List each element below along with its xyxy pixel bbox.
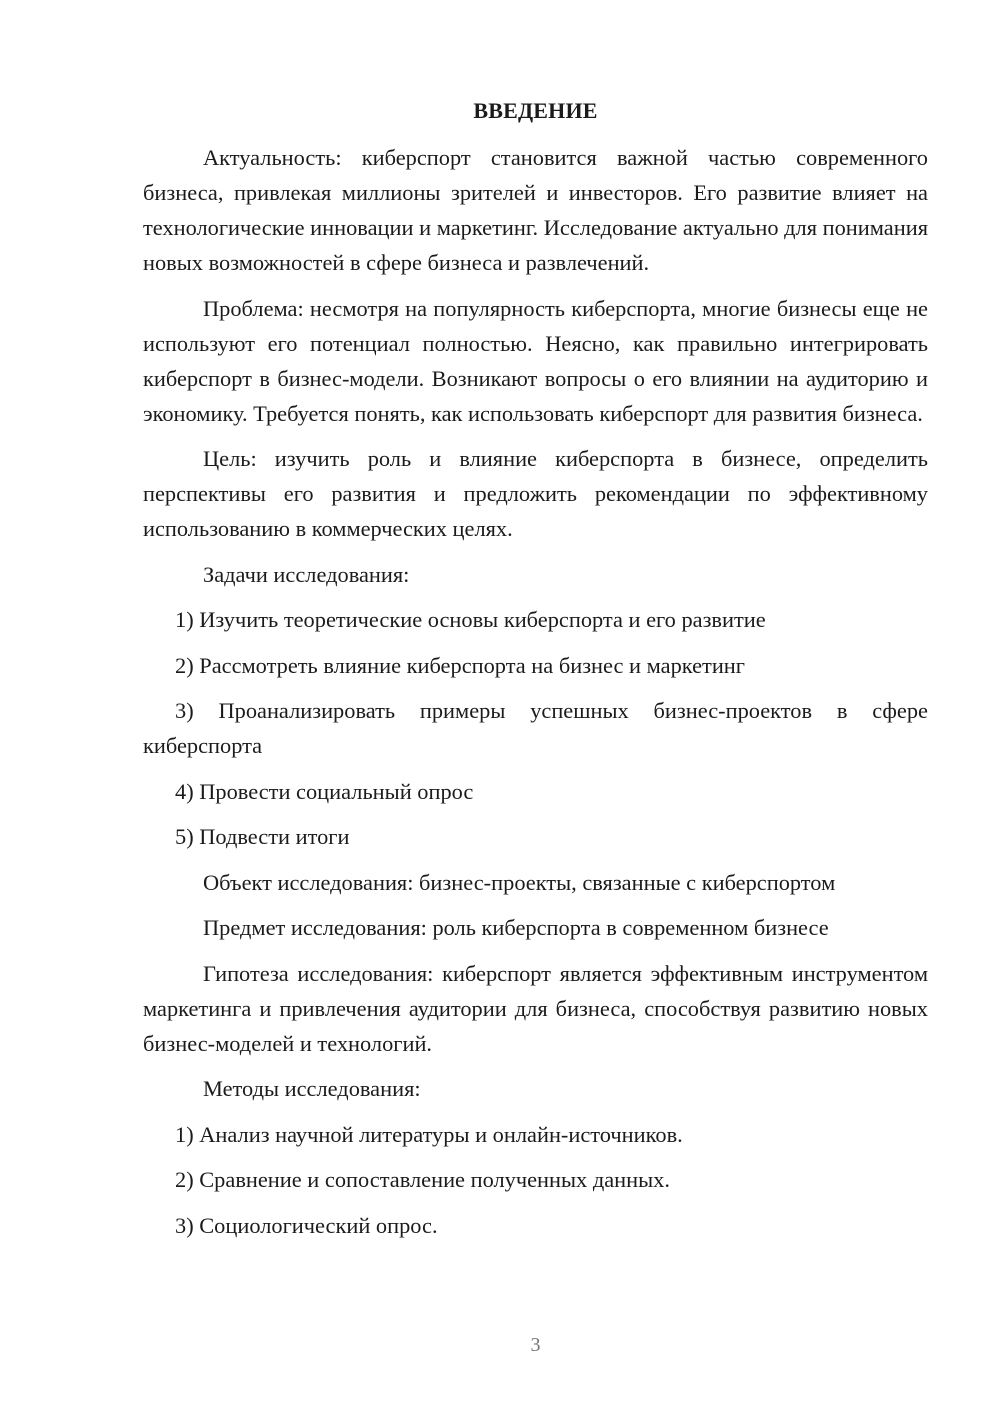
paragraph-hypothesis: Гипотеза исследования: киберспорт является эффективным инструментом маркетинга и привлечения аудитории для бизнеса, способствуя развитию новых бизнес-моделей и технологий. <box>143 960 928 1056</box>
method-item-2: 2) Сравнение и сопоставление полученных данных. <box>175 1167 670 1192</box>
paragraph-subject: Предмет исследования: роль киберспорта в современном бизнесе <box>203 915 829 940</box>
task-item-4: 4) Провести социальный опрос <box>175 778 474 804</box>
document-page <box>143 0 928 1414</box>
paragraph-relevance: Актуальность: киберспорт становится важной частью современного бизнеса, привлекая миллионы зрителей и инвесторов. Его развитие влияет на технологические инновации и маркетинг. Исследование актуально для понимания новых возможностей в сфере бизнеса и развлечений. <box>143 145 928 275</box>
method-item-3: 3) Социологический опрос. <box>175 1212 438 1238</box>
method-item-1: 1) Анализ научной литературы и онлайн-источников. <box>175 1121 683 1147</box>
task-item-5: 5) Подвести итоги <box>175 824 350 849</box>
paragraph-problem: Проблема: несмотря на популярность киберспорта, многие бизнесы еще не используют его потенциал полностью. Неясно, как правильно интегрировать киберспорт в бизнес-модели. Возникают вопросы о его влиянии на аудиторию и экономику. Требуется понять, как использовать киберспорт для развития бизнеса. <box>143 295 928 426</box>
paragraph-goal: Цель: изучить роль и влияние киберспорта в бизнесе, определить перспективы его развития и предложить рекомендации по эффективному использованию в коммерческих целях. <box>143 446 928 541</box>
paragraph-methods-heading: Методы исследования: <box>203 1076 421 1101</box>
page-number: 3 <box>530 1334 541 1356</box>
paragraph-object: Объект исследования: бизнес-проекты, связанные с киберспортом <box>203 869 836 895</box>
task-item-3: 3) Проанализировать примеры успешных бизнес-проектов в сфере киберспорта <box>143 698 928 758</box>
task-item-1: 1) Изучить теоретические основы киберспорта и его развитие <box>175 607 766 632</box>
document-body <box>143 140 928 1253</box>
task-item-2: 2) Рассмотреть влияние киберспорта на бизнес и маркетинг <box>175 652 745 678</box>
page-title: ВВЕДЕНИЕ <box>473 98 598 123</box>
paragraph-tasks-heading: Задачи исследования: <box>203 561 410 587</box>
